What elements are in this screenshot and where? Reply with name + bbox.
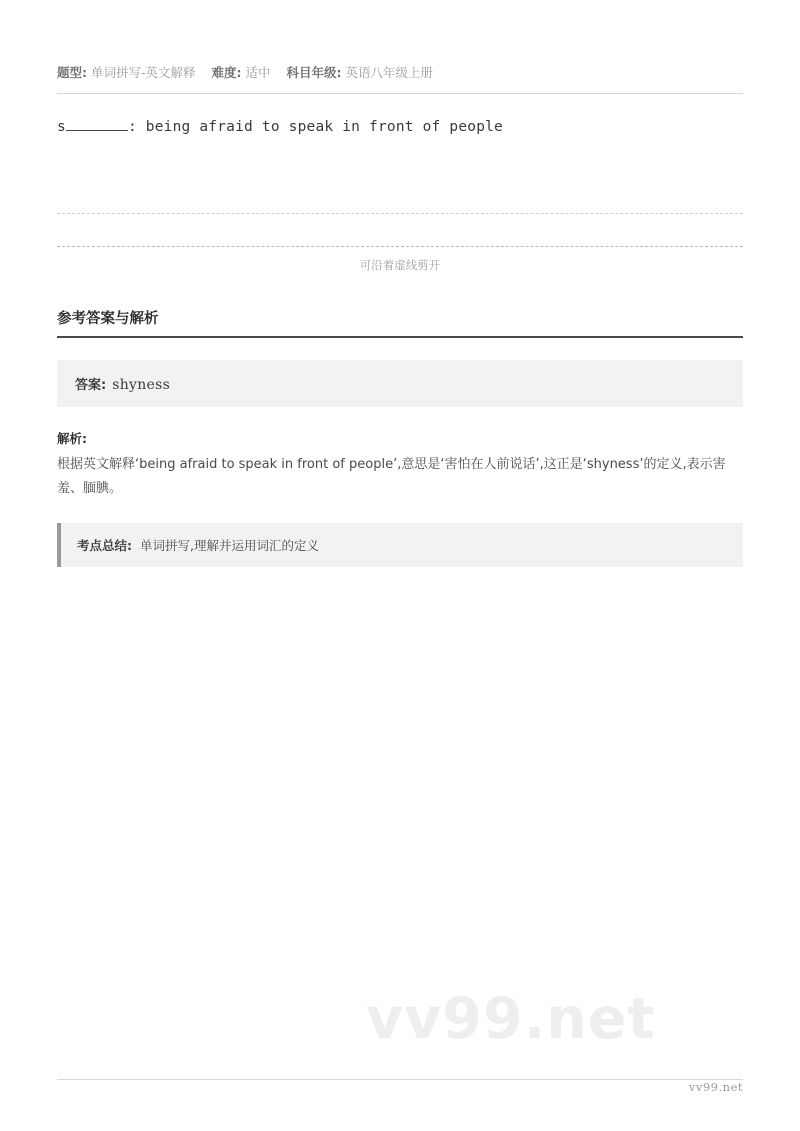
meta-subject-label: 科目年级:	[286, 65, 342, 80]
keypoint-text: 单词拼写,理解并运用词汇的定义	[140, 538, 319, 554]
keypoint-label: 考点总结:	[77, 538, 132, 554]
answer-label: 答案:	[75, 378, 107, 393]
cut-along-dashed-hint: 可沿着虚线剪开	[359, 258, 441, 272]
question-suffix: : being afraid to speak in front of people	[127, 119, 503, 135]
answer-blank	[66, 118, 128, 131]
meta-type-label: 题型:	[57, 65, 87, 80]
answer-value: shyness	[112, 377, 171, 393]
watermark: vv99.net	[366, 986, 656, 1052]
keypoint-summary-box	[57, 523, 743, 567]
question-prefix: s	[57, 119, 66, 135]
answer-box	[57, 360, 743, 407]
document-content	[57, 0, 743, 567]
dashed-divider-top	[57, 213, 743, 214]
answer-section-title: 参考答案与解析	[57, 311, 159, 327]
question-meta	[57, 0, 743, 81]
analysis-text: 根据英文解释‘being afraid to speak in front of people’,意思是‘害怕在人前说话’,这正是‘shyness’的定义,表示害羞、腼腆。	[57, 457, 726, 497]
dashed-divider-cut	[57, 246, 743, 247]
footer-site-name: vv99.net	[688, 1080, 743, 1094]
meta-subject-value: 英语八年级上册	[345, 65, 434, 80]
meta-difficulty-value: 适中	[245, 65, 271, 80]
header-divider	[57, 93, 743, 94]
answer-section-rule	[57, 336, 743, 338]
question-text	[57, 118, 743, 135]
footer-divider	[57, 1079, 743, 1080]
meta-type-value: 单词拼写-英文解释	[91, 65, 196, 80]
analysis-label: 解析:	[57, 431, 87, 446]
meta-difficulty-label: 难度:	[211, 65, 242, 80]
